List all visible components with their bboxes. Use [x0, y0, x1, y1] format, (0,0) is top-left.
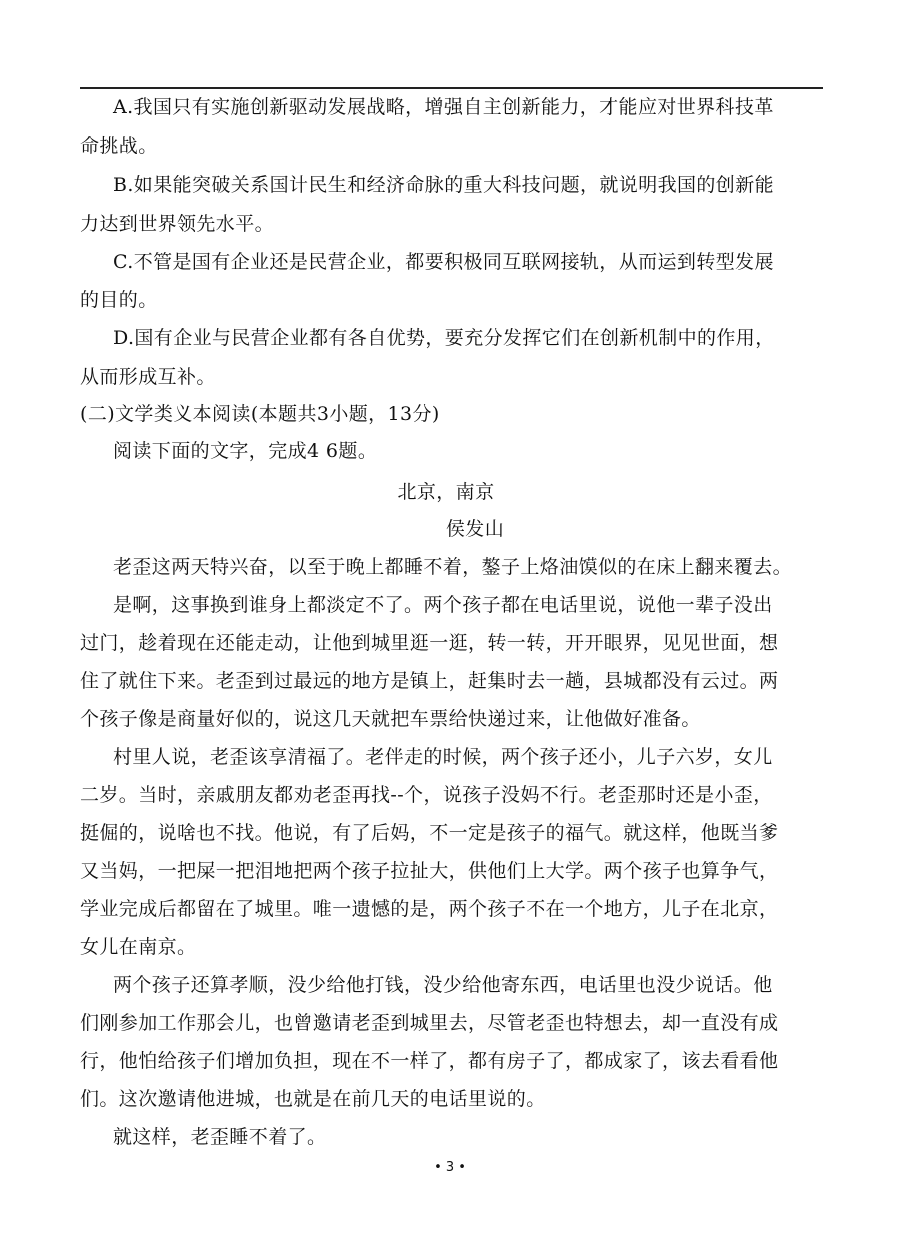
paragraph-1-line-1: 老歪这两天特兴奋，以至于晚上都睡不着，鏊子上烙油馍似的在床上翻来覆去。	[113, 556, 793, 578]
paragraph-2-line-3: 住了就住下来。老歪到过最远的地方是镇上，赶集时去一趟，县城都没有云过。两	[80, 670, 779, 692]
option-a-line-2: 命挑战。	[80, 135, 158, 157]
paragraph-3-line-5: 学业完成后都留在了城里。唯一遗憾的是，两个孩子不在一个地方，儿子在北京，	[80, 898, 779, 920]
paragraph-3-line-6: 女儿在南京。	[80, 936, 197, 958]
story-author: 侯发山	[445, 518, 505, 540]
option-d-line-2: 从而形成互补。	[80, 366, 216, 388]
option-c-line-1: C.不管是国有企业还是民营企业，都要积极同互联网接轨，从而运到转型发展	[113, 251, 774, 273]
paragraph-3-line-4: 又当妈，一把屎一把泪地把两个孩子拉扯大，供他们上大学。两个孩子也算争气，	[80, 860, 779, 882]
option-d-line-1: D.国有企业与民营企业都有各自优势，要充分发挥它们在创新机制中的作用，	[113, 327, 775, 349]
section-heading: (二)文学类义本阅读(本题共3小题，13分)	[80, 403, 440, 425]
reading-instruction: 阅读下面的文字，完成4 6题。	[113, 440, 378, 462]
page-number: • 3 •	[434, 1160, 466, 1175]
paragraph-2-line-4: 个孩子像是商量好似的，说这几天就把车票给快递过来，让他做好准备。	[80, 708, 701, 730]
paragraph-2-line-2: 过门，趁着现在还能走动，让他到城里逛一逛，转一转，开开眼界，见见世面，想	[80, 632, 779, 654]
paragraph-4-line-3: 行，他怕给孩子们增加负担，现在不一样了，都有房子了，都成家了，该去看看他	[80, 1050, 779, 1072]
paragraph-2-line-1: 是啊，这事换到谁身上都淡定不了。两个孩子都在电话里说，说他一辈子没出	[113, 594, 773, 616]
paragraph-3-line-2: 二岁。当时，亲戚朋友都劝老歪再找--个，说孩子没妈不行。老歪那时还是小歪，	[80, 784, 773, 806]
option-b-line-1: B.如果能突破关系国计民生和经济命脉的重大科技问题，就说明我国的创新能	[113, 174, 775, 196]
paragraph-3-line-3: 挺倔的，说啥也不找。他说，有了后妈，不一定是孩子的福气。就这样，他既当爹	[80, 822, 779, 844]
paragraph-5-line-1: 就这样，老歪睡不着了。	[113, 1126, 327, 1148]
story-title: 北京，南京	[397, 481, 495, 503]
paragraph-4-line-1: 两个孩子还算孝顺，没少给他打钱，没少给他寄东西，电话里也没少说话。他	[113, 974, 773, 996]
paragraph-4-line-4: 们。这次邀请他进城，也就是在前几天的电话里说的。	[80, 1088, 546, 1110]
paragraph-4-line-2: 们刚参加工作那会儿，也曾邀请老歪到城里去，尽管老歪也特想去，却一直没有成	[80, 1012, 779, 1034]
option-b-line-2: 力达到世界领先水平。	[80, 213, 275, 235]
header-rule	[80, 87, 823, 89]
option-c-line-2: 的目的。	[80, 289, 158, 311]
option-a-line-1: A.我国只有实施创新驱动发展战略，增强自主创新能力，才能应对世界科技革	[113, 96, 774, 118]
paragraph-3-line-1: 村里人说，老歪该享清福了。老伴走的时候，两个孩子还小，儿子六岁，女儿	[113, 746, 773, 768]
